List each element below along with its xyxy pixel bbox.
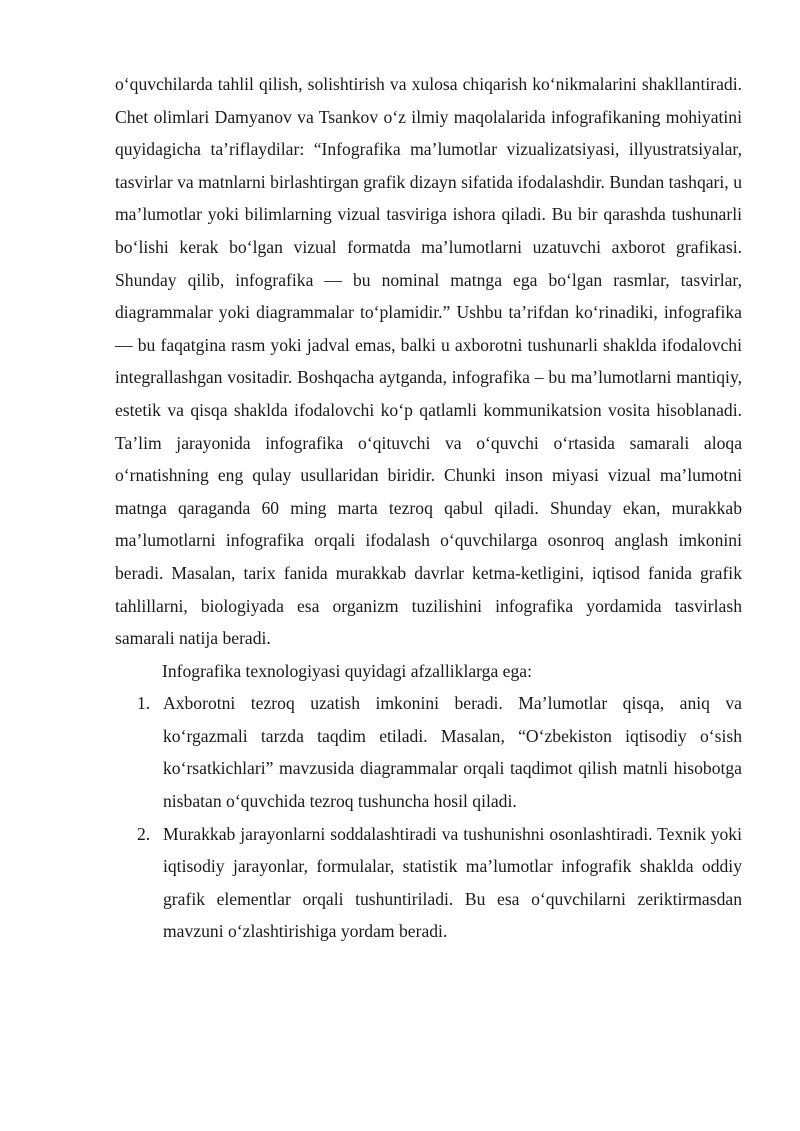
body-paragraph: o‘quvchilarda tahlil qilish, solishtirish va xulosa chiqarish ko‘nikmalarini shakllantiradi. Chet olimlari Damyanov va Tsankov o‘z ilmiy maqolalarida infografikaning mohiyatini quyidagicha ta’riflaydilar: “Infografika ma’lumotlar vizualizatsiyasi, illyustratsiyalar, tasvirlar va matnlarni birlashtirgan grafik dizayn sifatida ifodalashdir. Bundan tashqari, u ma’lumotlar yoki bilimlarning vizual tasviriga ishora qiladi. Bu bir qarashda tushunarli bo‘lishi kerak bo‘lgan vizual formatda ma’lumotlarni uzatuvchi axborot grafikasi. Shunday qilib, infografika — bu nominal matnga ega bo‘lgan rasmlar, tasvirlar, diagrammalar yoki diagrammalar to‘plamidir.” Ushbu ta’rifdan ko‘rinadiki, infografika — bu faqatgina rasm yoki jadval emas, balki u axborotni tushunarli shaklda ifodalovchi integrallashgan vositadir. Boshqacha aytganda, infografika – bu ma’lumotlarni mantiqiy, estetik va qisqa shaklda ifodalovchi ko‘p qatlamli kommunikatsion vosita hisoblanadi. Ta’lim jarayonida infografika o‘qituvchi va o‘quvchi o‘rtasida samarali aloqa o‘rnatishning eng qulay usullaridan biridir. Chunki inson miyasi vizual ma’lumotni matnga qaraganda 60 ming marta tezroq qabul qiladi. Shunday ekan, murakkab ma’lumotlarni infografika orqali ifodalash o‘quvchilarga osonroq anglash imkonini beradi. Masalan, tarix fanida murakkab davrlar ketma-ketligini, iqtisod fanida grafik tahlillarni, biologiyada esa organizm tuzilishini infografika yordamida tasvirlash samarali natija beradi.: [115, 74, 742, 649]
list-item: [115, 687, 742, 817]
list-item-text: Axborotni tezroq uzatish imkonini beradi. Ma’lumotlar qisqa, aniq va ko‘rgazmali tarzda taqdim etiladi. Masalan, “O‘zbekiston iqtisodiy o‘sish ko‘rsatkichlari” mavzusida diagrammalar orqali taqdimot qilish matnli hisobotga nisbatan o‘quvchida tezroq tushuncha hosil qiladi.: [163, 693, 742, 812]
list-intro-paragraph: Infografika texnologiyasi quyidagi afzalliklarga ega:: [162, 660, 532, 681]
list-item-number: 1.: [137, 693, 151, 714]
advantages-list: [115, 687, 742, 948]
list-item: [115, 818, 742, 948]
list-item-number: 2.: [137, 823, 151, 844]
document-page: [115, 68, 742, 948]
list-item-text: Murakkab jarayonlarni soddalashtiradi va tushunishni osonlashtiradi. Texnik yoki iqtisodiy jarayonlar, formulalar, statistik ma’lumotlar infografik shaklda oddiy grafik elementlar orqali tushuntiriladi. Bu esa o‘quvchilarni zeriktirmasdan mavzuni o‘zlashtirishiga yordam beradi.: [163, 823, 742, 942]
